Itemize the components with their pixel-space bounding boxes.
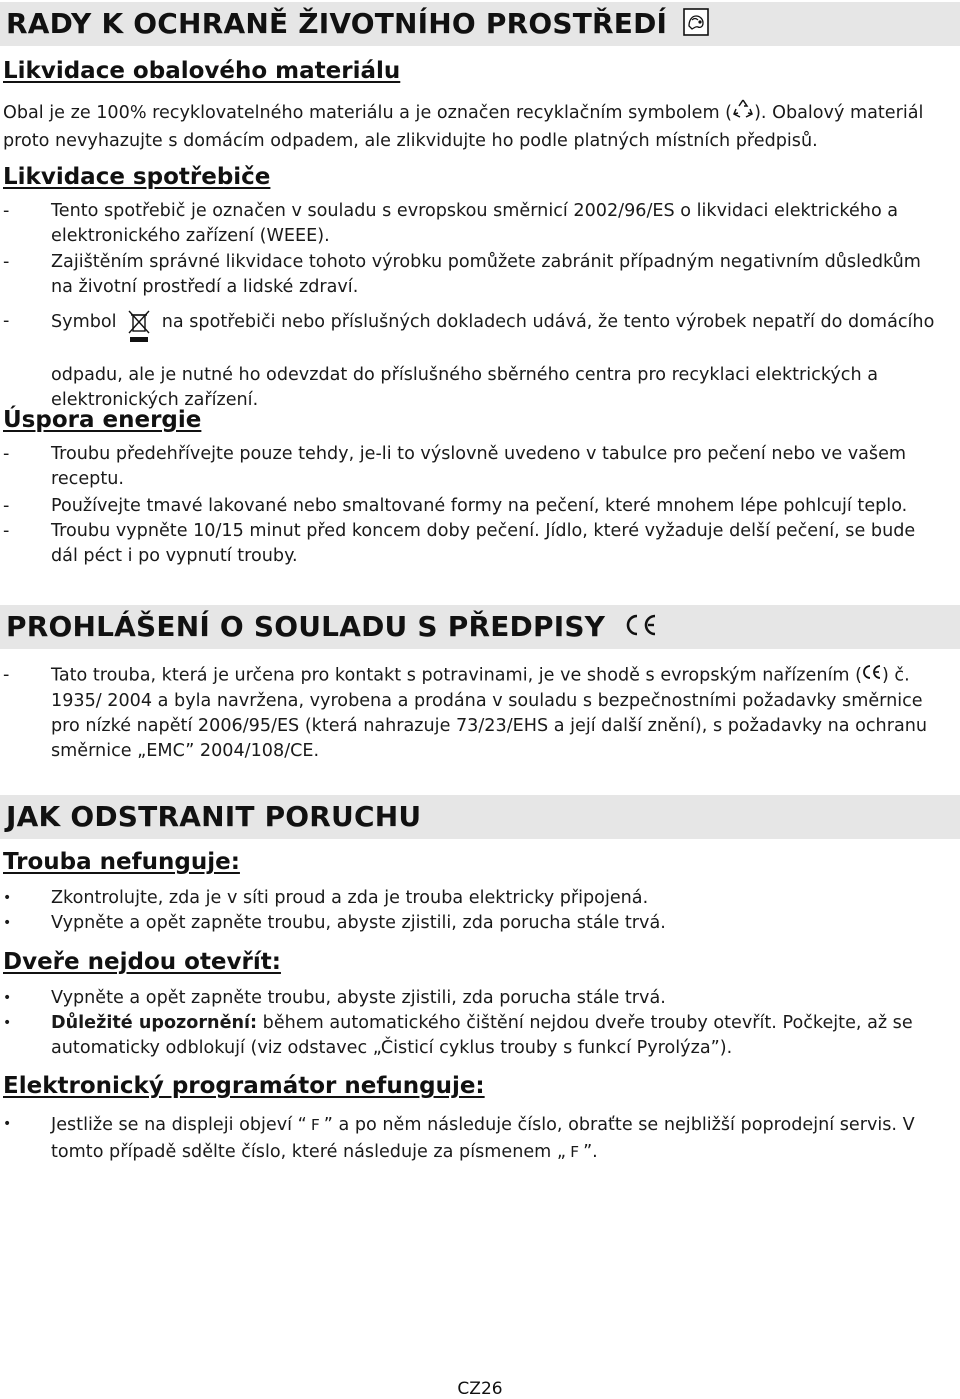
list-item: - Troubu vypněte 10/15 minut před koncem doby pečení. Jídlo, které vyžaduje delší pečení, se bude dál péct i po vypnutí trouby.: [3, 521, 916, 566]
ce-mark-icon: [623, 612, 659, 645]
list-item-compliance: - Tato trouba, která je určena pro kontakt s potravinami, je ve shodě s evropským nařízením ( ) č. 1935/ 2004 a byla navržena, vyrobena a prodána v souladu s bezpečnostními požadavky směrnice pro nízké napětí 2006/95/ES (která nahrazuje 73/23/EHS a její další znění), s požadavky na ochranu směrnice „EMC” 2004/108/CE.: [3, 665, 928, 761]
section-banner-compliance: [0, 605, 960, 649]
page-number: CZ26: [457, 1379, 503, 1399]
heading-appliance-disposal: Likvidace spotřebiče: [3, 164, 271, 190]
error-code: F: [570, 1143, 580, 1161]
list-item: - Troubu předehřívejte pouze tehdy, je-li to výslovně uvedeno v tabulce pro pečení nebo ve vašem receptu.: [3, 444, 907, 489]
ce-mark-icon: [862, 663, 882, 688]
recycle-icon: [732, 98, 754, 128]
error-code: F: [310, 1116, 320, 1134]
list-item: • Důležité upozornění: během automatického čištění nejdou dveře trouby otevřít. Počkejte, až se automaticky odblokují (viz odstavec „Čisticí cyklus trouby s funkcí Pyrolýza”).: [3, 1013, 913, 1058]
section-title: JAK ODSTRANIT PORUCHU: [6, 800, 422, 833]
list-item: • Zkontrolujte, zda je v síti proud a zda je trouba elektricky připojená.: [3, 888, 649, 908]
list-item: - Tento spotřebič je označen v souladu s evropskou směrnicí 2002/96/ES o likvidaci elektrického a elektronického zařízení (WEEE).: [3, 201, 899, 246]
list-item: • Vypněte a opět zapněte troubu, abyste zjistili, zda porucha stále trvá.: [3, 988, 666, 1008]
list-item: • Jestliže se na displeji objeví “ F ” a po něm následuje číslo, obraťte se nejbližší poprodejní servis. V tomto případě sdělte číslo, které následuje za písmenem „ F ”.: [3, 1115, 915, 1162]
section-banner-troubleshooting: [0, 795, 960, 839]
crossed-bin-icon: [126, 309, 152, 355]
packaging-paragraph: Obal je ze 100% recyklovatelného materiálu a je označen recyklačním symbolem ( ). Obalový materiál proto nevyhazujte s domácím odpadem, ale zlikvidujte ho podle platných místních předpisů.: [3, 98, 958, 154]
heading-door-wont-open: Dveře nejdou otevřít:: [3, 949, 281, 975]
heading-energy-saving: Úspora energie: [3, 407, 202, 433]
list-item: - Zajištěním správné likvidace tohoto výrobku pomůžete zabránit případným negativním důsledkům na životní prostředí a lidské zdraví.: [3, 252, 921, 297]
list-item-symbol: - Symbol na spotřebiči nebo příslušných dokladech udává, že tento výrobek nepatří do domácího odpadu, ale je nutné ho odevzdat do příslušného sběrného centra pro recyklaci elektrických a elektronických zařízení.: [3, 311, 935, 410]
section-banner-environment: [0, 2, 960, 46]
environment-icon: [683, 8, 709, 43]
list-item: • Vypněte a opět zapněte troubu, abyste zjistili, zda porucha stále trvá.: [3, 913, 666, 933]
section-title: PROHLÁŠENÍ O SOULADU S PŘEDPISY: [6, 610, 659, 645]
list-item: - Používejte tmavé lakované nebo smaltované formy na pečení, které mnohem lépe pohlcují teplo.: [3, 496, 908, 516]
heading-oven-not-working: Trouba nefunguje:: [3, 849, 240, 875]
section-title: RADY K OCHRANĚ ŽIVOTNÍHO PROSTŘEDÍ: [6, 7, 709, 43]
heading-programmer-not-working: Elektronický programátor nefunguje:: [3, 1073, 485, 1099]
heading-packaging: Likvidace obalového materiálu: [3, 58, 401, 84]
